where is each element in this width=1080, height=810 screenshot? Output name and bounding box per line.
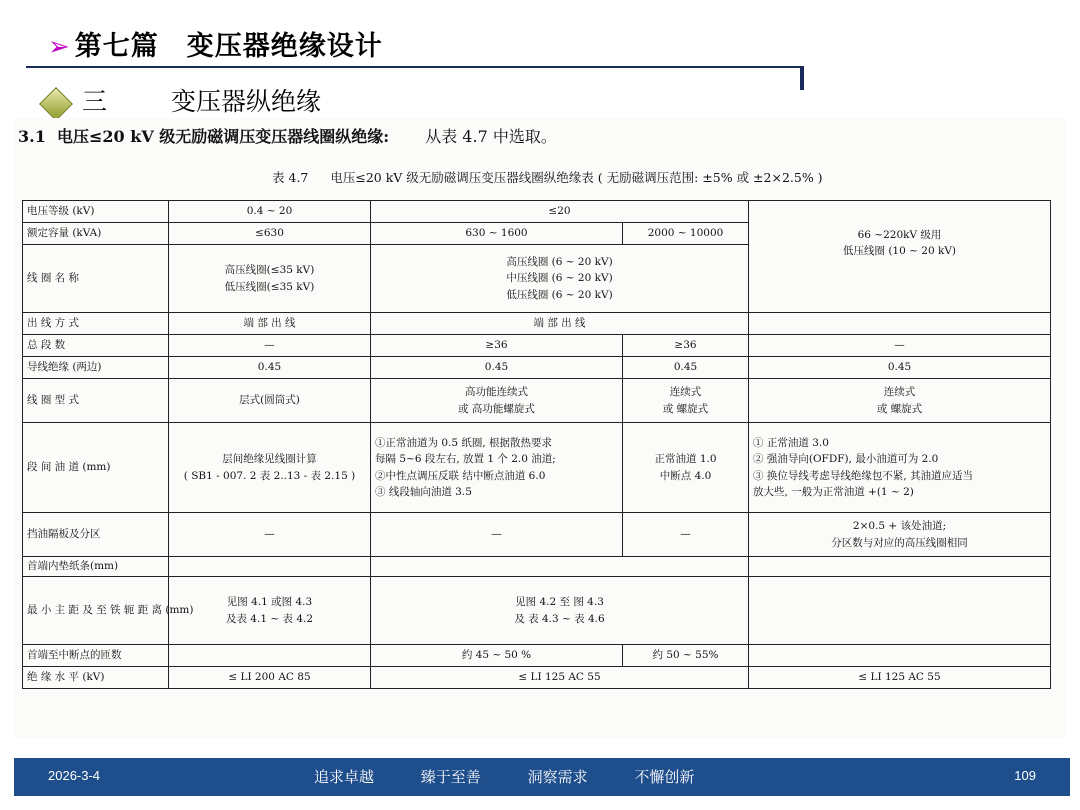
table-cell: — <box>623 513 749 557</box>
table-row <box>23 513 1051 557</box>
section-ref: 从表 4.7 中选取。 <box>425 127 557 146</box>
header-rule-tick <box>800 66 804 90</box>
row-label: 挡油隔板及分区 <box>23 513 169 557</box>
header-rule <box>26 66 804 68</box>
slide-title <box>48 24 383 63</box>
table-row <box>23 423 1051 513</box>
row-label: 出 线 方 式 <box>23 313 169 335</box>
table-row <box>23 667 1051 689</box>
table-cell: ≤630 <box>169 223 371 245</box>
row-label: 首端至中断点的匝数 <box>23 645 169 667</box>
section-text: 电压≤20 kV 级无励磁调压变压器线圈纵绝缘: <box>56 127 390 146</box>
table-cell: — <box>169 513 371 557</box>
table-cell: — <box>169 335 371 357</box>
table-cell: ①正常油道为 0.5 纸圈, 根据散热要求 每隔 5~6 段左右, 放置 1 个 2.0 油道; ②中性点调压反联 结中断点油道 6.0 ③ 线段轴向油道 3.5 <box>371 423 623 513</box>
table-row <box>23 577 1051 645</box>
table-cell: ≤ LI 125 AC 55 <box>749 667 1051 689</box>
arrow-bullet-icon: ➢ <box>48 32 71 62</box>
table-cell: 高压线圈 (6 ~ 20 kV) 中压线圈 (6 ~ 20 kV) 低压线圈 (6 ~ 20 kV) <box>371 245 749 313</box>
scanned-document <box>14 118 1066 738</box>
subtitle-number: 三 <box>82 87 108 116</box>
row-label: 最 小 主 距 及 至 铁 轭 距 离 (mm) <box>23 577 169 645</box>
part-title: 变压器绝缘设计 <box>186 31 383 62</box>
table-cell <box>749 313 1051 335</box>
table-row <box>23 201 1051 223</box>
table-row <box>23 313 1051 335</box>
table-caption-text: 电压≤20 kV 级无励磁调压变压器线圈纵绝缘表 ( 无励磁调压范围: ±5% 或 ±2×2.5% ) <box>330 170 823 185</box>
table-cell <box>749 577 1051 645</box>
footer-slogan: 臻于至善 <box>420 768 481 786</box>
row-label: 电压等级 (kV) <box>23 201 169 223</box>
table-cell: 0.45 <box>623 357 749 379</box>
table-cell: ≤ LI 125 AC 55 <box>371 667 749 689</box>
insulation-table <box>22 200 1051 689</box>
section-heading <box>18 124 557 147</box>
table-cell: 高功能连续式 或 高功能螺旋式 <box>371 379 623 423</box>
row-label: 绝 缘 水 平 (kV) <box>23 667 169 689</box>
footer-bar <box>14 758 1070 796</box>
table-cell: 层间绝缘见线圈计算 ( SB1 - 007. 2 表 2..13 - 表 2.15 ) <box>169 423 371 513</box>
subtitle-text: 变压器纵绝缘 <box>171 87 322 116</box>
footer-date: 2026-3-4 <box>48 768 101 783</box>
table-cell: — <box>371 513 623 557</box>
part-number: 第七篇 <box>74 31 159 62</box>
row-label: 额定容量 (kVA) <box>23 223 169 245</box>
table-cell <box>371 557 749 577</box>
table-cell: ≥36 <box>623 335 749 357</box>
table-cell: — <box>749 335 1051 357</box>
table-cell: 630 ~ 1600 <box>371 223 623 245</box>
slide-subtitle <box>38 82 321 118</box>
table-cell: 0.45 <box>749 357 1051 379</box>
diamond-bullet-icon <box>39 87 73 121</box>
table-cell: 0.4 ~ 20 <box>169 201 371 223</box>
footer-slogan: 不懈创新 <box>634 768 695 786</box>
table-cell: 端 部 出 线 <box>371 313 749 335</box>
row-label: 线 圈 型 式 <box>23 379 169 423</box>
table-row <box>23 335 1051 357</box>
table-cell: 层式(圆筒式) <box>169 379 371 423</box>
row-label: 导线绝缘 (两边) <box>23 357 169 379</box>
table-cell: ① 正常油道 3.0 ② 强油导向(OFDF), 最小油道可为 2.0 ③ 换位导线考虑导线绝缘包不紧, 其油道应适当 放大些, 一般为正常油道 +(1 ~ 2) <box>749 423 1051 513</box>
table-cell: 见图 4.1 或图 4.3 及表 4.1 ~ 表 4.2 <box>169 577 371 645</box>
table-cell <box>749 557 1051 577</box>
table-cell: 0.45 <box>169 357 371 379</box>
table-cell: ≤20 <box>371 201 749 223</box>
page-number: 109 <box>1014 768 1036 783</box>
table-cell: 连续式 或 螺旋式 <box>623 379 749 423</box>
table-cell: ≤ LI 200 AC 85 <box>169 667 371 689</box>
table-cell: 约 50 ~ 55% <box>623 645 749 667</box>
table-number: 表 4.7 <box>272 170 309 185</box>
table-cell: 2×0.5 + 该处油道; 分区数与对应的高压线圈相同 <box>749 513 1051 557</box>
footer-slogan: 洞察需求 <box>527 768 588 786</box>
table-cell: 连续式 或 螺旋式 <box>749 379 1051 423</box>
table-row <box>23 357 1051 379</box>
row-label: 线 圈 名 称 <box>23 245 169 313</box>
table-cell <box>169 645 371 667</box>
table-cell: 66 ~220kV 级用 低压线圈 (10 ~ 20 kV) <box>749 201 1051 313</box>
table-cell: 端 部 出 线 <box>169 313 371 335</box>
table-cell: 正常油道 1.0 中断点 4.0 <box>623 423 749 513</box>
table-row <box>23 645 1051 667</box>
footer-slogans <box>314 766 736 787</box>
table-cell: 0.45 <box>371 357 623 379</box>
table-cell: 高压线圈(≤35 kV) 低压线圈(≤35 kV) <box>169 245 371 313</box>
table-cell: 见图 4.2 至 图 4.3 及 表 4.3 ~ 表 4.6 <box>371 577 749 645</box>
table-cell <box>169 557 371 577</box>
table-cell <box>749 645 1051 667</box>
table-caption <box>272 168 823 186</box>
table-row <box>23 379 1051 423</box>
row-label: 总 段 数 <box>23 335 169 357</box>
section-number: 3.1 <box>18 127 46 146</box>
table-cell: 约 45 ~ 50 % <box>371 645 623 667</box>
row-label: 段 间 油 道 (mm) <box>23 423 169 513</box>
table-cell: ≥36 <box>371 335 623 357</box>
table-cell: 2000 ~ 10000 <box>623 223 749 245</box>
table-row <box>23 557 1051 577</box>
footer-slogan: 追求卓越 <box>314 768 375 786</box>
row-label: 首端内垫纸条(mm) <box>23 557 169 577</box>
